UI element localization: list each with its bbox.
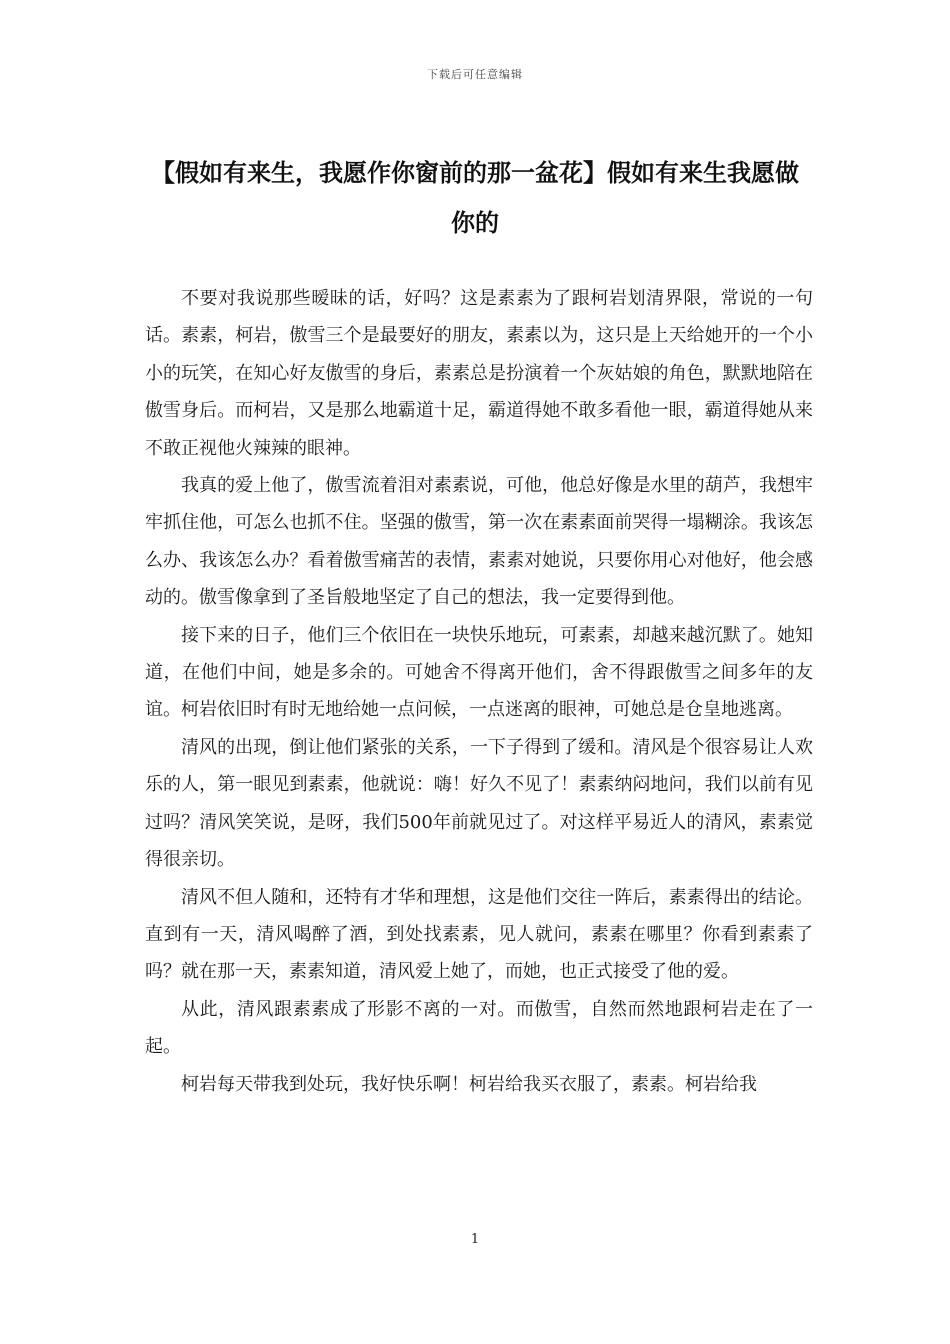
- paragraph: 接下来的日子，他们三个依旧在一块快乐地玩，可素素，却越来越沉默了。她知道，在他们中间，她是多余的。可她舍不得离开他们，舍不得跟傲雪之间多年的友谊。柯岩依旧时有时无地给她一点问候，一点迷离的眼神，可她总是仓皇地逃离。: [145, 624, 813, 721]
- page-number: 1: [470, 1232, 480, 1247]
- document-body: [145, 280, 813, 1103]
- paragraph: 不要对我说那些暧昧的话，好吗？这是素素为了跟柯岩划清界限，常说的一句话。素素，柯岩，傲雪三个是最要好的朋友，素素以为，这只是上天给她开的一个小小的玩笑，在知心好友傲雪的身后，素素总是扮演着一个灰姑娘的角色，默默地陪在傲雪身后。而柯岩，又是那么地霸道十足，霸道得她不敢多看他一眼，霸道得她从来不敢正视他火辣辣的眼神。: [145, 288, 813, 459]
- paragraph: 柯岩每天带我到处玩，我好快乐啊！柯岩给我买衣服了，素素。柯岩给我: [181, 1073, 757, 1095]
- header-note: 下载后可任意编辑: [427, 68, 523, 81]
- paragraph: 清风的出现，倒让他们紧张的关系，一下子得到了缓和。清风是个很容易让人欢乐的人，第一眼见到素素，他就说：嗨！好久不见了！素素纳闷地问，我们以前有见过吗？清风笑笑说，是呀，我们500年前就见过了。对这样平易近人的清风，素素觉得很亲切。: [145, 736, 813, 871]
- document-title: 【假如有来生，我愿作你窗前的那一盆花】假如有来生我愿做你的: [151, 158, 799, 237]
- paragraph: 清风不但人随和，还特有才华和理想，这是他们交往一阵后，素素得出的结论。直到有一天，清风喝醉了酒，到处找素素，见人就问，素素在哪里？你看到素素了吗？就在那一天，素素知道，清风爱上她了，而她，也正式接受了他的爱。: [145, 886, 813, 983]
- paragraph: 我真的爱上他了，傲雪流着泪对素素说，可他，他总好像是水里的葫芦，我想牢牢抓住他，可怎么也抓不住。坚强的傲雪，第一次在素素面前哭得一塌糊涂。我该怎么办、我该怎么办？看着傲雪痛苦的表情，素素对她说，只要你用心对他好，他会感动的。傲雪像拿到了圣旨般地坚定了自己的想法，我一定要得到他。: [145, 475, 813, 609]
- paragraph: 从此，清风跟素素成了形影不离的一对。而傲雪，自然而然地跟柯岩走在了一起。: [145, 998, 813, 1058]
